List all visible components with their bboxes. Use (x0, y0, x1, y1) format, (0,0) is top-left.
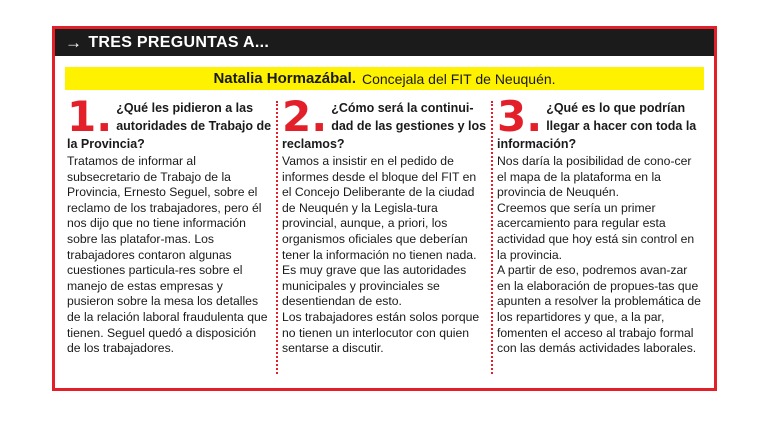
person-role: Concejala del FIT de Neuquén. (362, 70, 556, 87)
question-column-3 (493, 92, 708, 382)
question-text: ¿Cómo será la continui-dad de las gestiones y los reclamos? (282, 101, 487, 151)
questions-columns (63, 92, 708, 382)
answer-text: Nos daría la posibilidad de cono-cer el mapa de la plataforma en la provincia de Neuquén. Creemos que sería un primer acercamiento para regular esta actividad que hoy está sin control en la provincia. A partir de eso, podremos avan-zar en la elaboración de propues-tas que apunten a resolver la problemática de los repartidores y que, a la par, fomenten el acceso al trabajo formal con las demás actividades laborales. (497, 154, 701, 356)
arrow-right-icon: → (65, 32, 83, 52)
interview-box (52, 26, 717, 391)
answer-text: Tratamos de informar al subsecretario de Trabajo de la Provincia, Ernesto Seguel, sobre el reclamo de los trabajadores, pero él nos dijo que no tiene información sobre las platafor-mas. Los trabajadores contaron algunas cuestiones particula-res sobre el manejo de estas empresas y pusieron sobre la mesa los detalles de la relación laboral fraudulenta que tienen. Seguel quedó a disposición de los trabajadores. (67, 154, 268, 356)
question-text: ¿Qué es lo que podrían llegar a hacer con toda la información? (497, 101, 697, 151)
question-number: 3. (497, 92, 543, 141)
section-banner (55, 29, 714, 56)
question-number: 1. (67, 92, 113, 141)
person-name: Natalia Hormazábal. (213, 70, 356, 87)
question-column-2 (278, 92, 493, 382)
question-number: 2. (282, 92, 328, 141)
banner-title: TRES PREGUNTAS A... (88, 33, 270, 51)
question-column-1 (63, 92, 278, 382)
question-text: ¿Qué les pidieron a las autoridades de Trabajo de la Provincia? (67, 101, 272, 151)
person-strip (65, 67, 704, 90)
answer-text: Vamos a insistir en el pedido de informes desde el bloque del FIT en el Concejo Deliberante de la ciudad de Neuquén y la Legisla-tura provincial, aunque, a priori, los organismos oficiales que deberían tener la información no tienen nada. Es muy grave que las autoridades municipales y provinciales se desentiendan de esto. Los trabajadores están solos porque no tienen un interlocutor con quien sentarse a discutir. (282, 154, 480, 356)
